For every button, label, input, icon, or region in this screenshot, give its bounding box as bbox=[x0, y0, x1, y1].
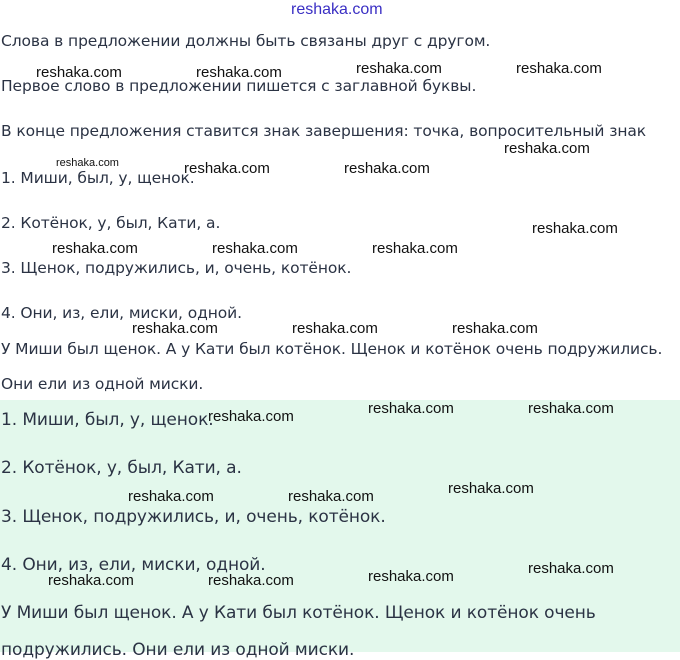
task-item: 1. Миши, был, у, щенок. bbox=[1, 169, 195, 187]
watermark: reshaka.com bbox=[516, 60, 602, 77]
watermark: reshaka.com bbox=[184, 160, 270, 177]
watermark: reshaka.com bbox=[356, 60, 442, 77]
watermark: reshaka.com bbox=[196, 64, 282, 81]
task-item: 3. Щенок, подружились, и, очень, котёнок. bbox=[1, 259, 352, 277]
answer-box bbox=[0, 400, 680, 660]
watermark: reshaka.com bbox=[368, 568, 454, 585]
answer-box-answer: У Миши был щенок. А у Кати был котёнок. Щенок и котёнок очень bbox=[1, 603, 596, 623]
answer-box-item: 1. Миши, был, у, щенок. bbox=[1, 410, 214, 430]
watermark: reshaka.com bbox=[288, 488, 374, 505]
rule-line: Слова в предложении должны быть связаны друг с другом. bbox=[1, 32, 491, 50]
answer-line: У Миши был щенок. А у Кати был котёнок. Щенок и котёнок очень подружились. bbox=[1, 340, 663, 358]
watermark: reshaka.com bbox=[128, 488, 214, 505]
answer-line: Они ели из одной миски. bbox=[1, 375, 204, 393]
watermark: reshaka.com bbox=[372, 240, 458, 257]
watermark: reshaka.com bbox=[208, 572, 294, 589]
watermark: reshaka.com bbox=[132, 320, 218, 337]
answer-box-item: 3. Щенок, подружились, и, очень, котёнок. bbox=[1, 507, 386, 527]
watermark: reshaka.com bbox=[208, 408, 294, 425]
watermark: reshaka.com bbox=[292, 320, 378, 337]
rule-line: Первое слово в предложении пишется с заглавной буквы. bbox=[1, 77, 477, 95]
task-item: 2. Котёнок, у, был, Кати, а. bbox=[1, 214, 221, 232]
site-watermark-header: reshaka.com bbox=[291, 1, 383, 18]
task-item: 4. Они, из, ели, миски, одной. bbox=[1, 304, 242, 322]
watermark: reshaka.com bbox=[528, 400, 614, 417]
watermark: reshaka.com bbox=[56, 157, 119, 169]
watermark: reshaka.com bbox=[36, 64, 122, 81]
watermark: reshaka.com bbox=[452, 320, 538, 337]
rule-line: В конце предложения ставится знак завершения: точка, вопросительный знак bbox=[1, 122, 647, 140]
watermark: reshaka.com bbox=[448, 480, 534, 497]
answer-box-item: 4. Они, из, ели, миски, одной. bbox=[1, 555, 266, 575]
watermark: reshaka.com bbox=[528, 560, 614, 577]
watermark: reshaka.com bbox=[48, 572, 134, 589]
watermark: reshaka.com bbox=[212, 240, 298, 257]
answer-box-answer: подружились. Они ели из одной миски. bbox=[1, 640, 355, 660]
watermark: reshaka.com bbox=[344, 160, 430, 177]
watermark: reshaka.com bbox=[52, 240, 138, 257]
watermark: reshaka.com bbox=[368, 400, 454, 417]
answer-box-item: 2. Котёнок, у, был, Кати, а. bbox=[1, 458, 242, 478]
watermark: reshaka.com bbox=[504, 140, 590, 157]
watermark: reshaka.com bbox=[532, 220, 618, 237]
